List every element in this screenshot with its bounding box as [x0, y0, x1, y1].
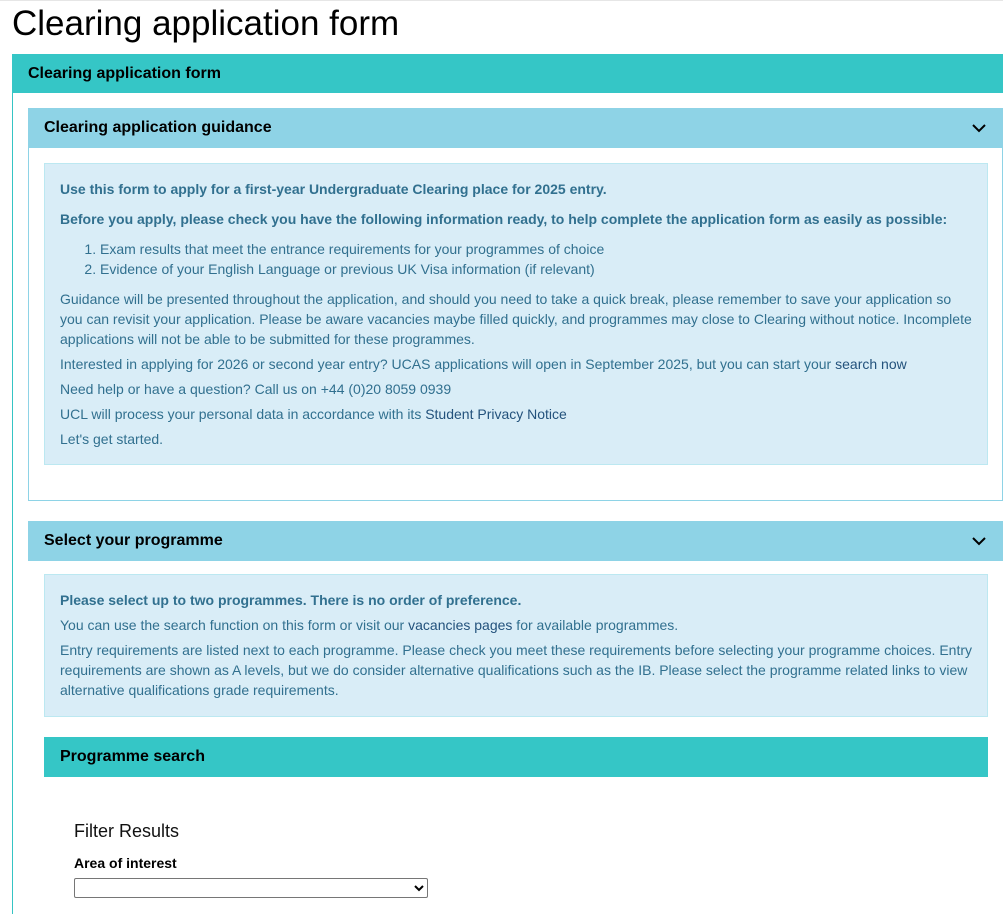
guidance-help: Need help or have a question? Call us on +44 (0)20 8059 0939 — [60, 381, 452, 397]
area-of-interest-select[interactable] — [74, 878, 428, 898]
programme-search-header: Programme search — [44, 737, 988, 777]
guidance-info-box — [44, 163, 988, 465]
form-panel-header: Clearing application form — [12, 54, 1003, 93]
filter-results-title: Filter Results — [74, 821, 180, 841]
guidance-before-apply: Before you apply, please check you have the following information ready, to help complete the application form as easily as possible: — [60, 211, 948, 227]
guidance-header-label: Clearing application guidance — [44, 119, 272, 136]
list-item: 1. Exam results that meet the entrance requirements for your programmes of choice — [100, 239, 972, 259]
programme-header-label: Select your programme — [44, 532, 223, 549]
guidance-header[interactable] — [28, 108, 1003, 148]
guidance-note: Guidance will be presented throughout the application, and should you need to take a quick break, please remember to save your application so you can revisit your application. Please be aware vacancies maybe filled quickly, and programmes may close to Clearing without notice. Incomplete applications will not be able to be submitted for these programmes. — [60, 291, 972, 347]
privacy-notice-link[interactable]: Student Privacy Notice — [425, 406, 567, 422]
programme-search-instruction: You can use the search function on this form or visit our vacancies pages for available programmes. — [60, 617, 679, 633]
guidance-intro: Use this form to apply for a first-year Undergraduate Clearing place for 2025 entry. — [60, 181, 607, 197]
page-title: Clearing application form — [12, 4, 400, 43]
search-now-link[interactable]: search now — [835, 356, 907, 372]
guidance-section — [28, 108, 1003, 501]
list-item: 2. Evidence of your English Language or previous UK Visa information (if relevant) — [100, 259, 972, 279]
guidance-checklist — [60, 239, 972, 279]
programme-info-box — [44, 574, 988, 717]
programme-header[interactable] — [28, 521, 1003, 561]
guidance-privacy: UCL will process your personal data in accordance with its Student Privacy Notice — [60, 406, 567, 422]
guidance-start: Let's get started. — [60, 431, 164, 447]
guidance-interested: Interested in applying for 2026 or second year entry? UCAS applications will open in September 2025, but you can start your search now — [60, 356, 907, 372]
programme-select-instruction: Please select up to two programmes. There is no order of preference. — [60, 592, 522, 608]
chevron-down-icon[interactable] — [971, 120, 987, 136]
vacancies-pages-link[interactable]: vacancies pages — [408, 617, 513, 633]
chevron-down-icon[interactable] — [971, 533, 987, 549]
top-divider — [0, 0, 1003, 1]
programme-section — [28, 521, 1003, 904]
area-of-interest-label: Area of interest — [74, 855, 177, 871]
programme-entry-requirements: Entry requirements are listed next to each programme. Please check you meet these requirements before selecting your programme choices. Entry requirements are shown as A levels, but we do consider alternative qualifications such as the IB. Please select the programme related links to view alternative qualifications grade requirements. — [60, 642, 972, 698]
